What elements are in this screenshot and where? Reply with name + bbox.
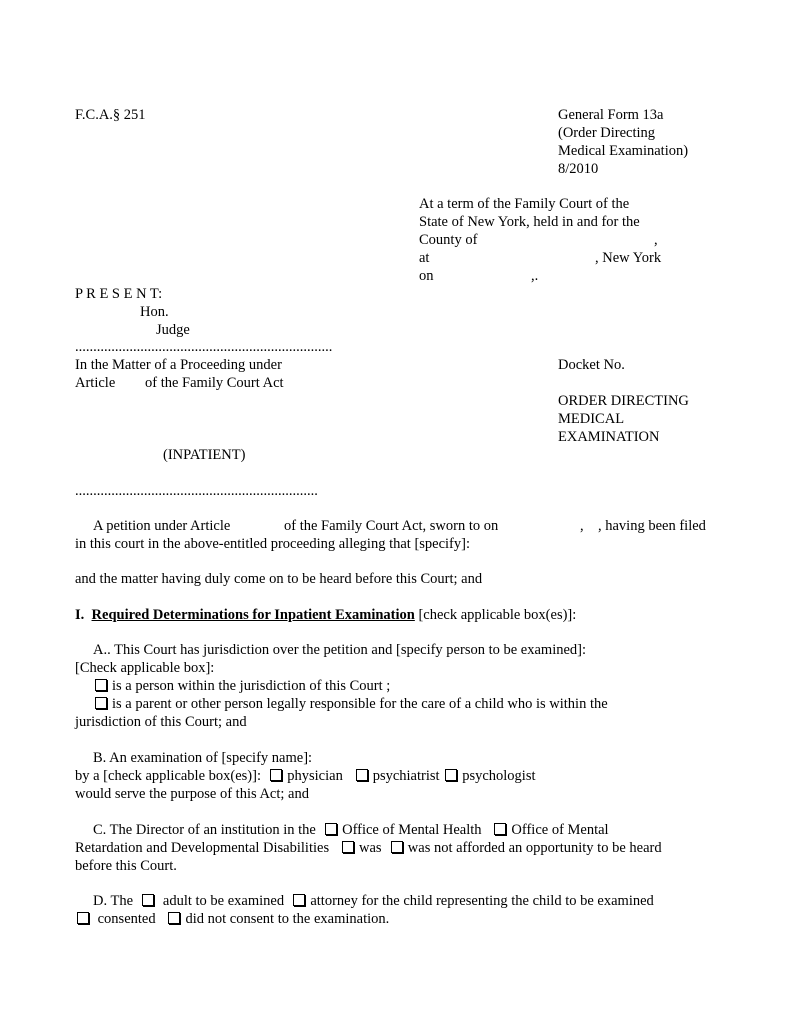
para-b-line-2 — [75, 767, 536, 785]
section-instruction: [check applicable box(es)]: — [414, 607, 577, 623]
was-not-label: was not afforded an opportunity to be heard — [407, 840, 662, 856]
para-a-line-2: [Check applicable box]: — [75, 660, 215, 676]
form-line: General Form 13a — [558, 107, 664, 123]
statute-citation: F.C.A.§ 251 — [75, 107, 146, 123]
para-b-line-1: B. An examination of [specify name]: — [93, 750, 313, 766]
examiner-prefix: by a [check applicable box(es)]: — [75, 768, 261, 784]
on-label: on — [419, 268, 434, 284]
matter-act-label: of the Family Court Act — [145, 375, 284, 391]
was-label: was — [358, 840, 382, 856]
caption-dots-top: ....................................................................... — [75, 339, 333, 355]
at-line — [419, 249, 709, 267]
inpatient-label: (INPATIENT) — [163, 447, 246, 463]
checkbox[interactable] — [494, 823, 506, 835]
checkbox[interactable] — [342, 841, 354, 853]
docket-label: Docket No. — [558, 357, 625, 373]
petition-article-text: A petition under Article — [93, 518, 231, 534]
on-line — [419, 267, 709, 285]
hon-label: Hon. — [140, 304, 169, 320]
section-number: I. — [75, 607, 85, 623]
form-identifier — [558, 106, 688, 178]
county-label: County of — [419, 232, 478, 248]
term-line: State of New York, held in and for the — [419, 214, 640, 230]
not-consent-label: did not consent to the examination. — [185, 911, 390, 927]
omr-label: Office of Mental — [511, 822, 609, 838]
checkbox[interactable] — [391, 841, 403, 853]
caption-dots-bottom: ................................................................... — [75, 483, 318, 499]
physician-label: physician — [287, 768, 343, 784]
checkbox[interactable] — [142, 894, 154, 906]
para-c-line-2 — [75, 839, 662, 857]
omh-label: Office of Mental Health — [342, 822, 482, 838]
para-c-line-1 — [93, 821, 609, 839]
on-suffix: ,. — [531, 268, 539, 284]
section-heading — [75, 606, 576, 624]
checkbox[interactable] — [168, 912, 180, 924]
county-comma: , — [654, 232, 658, 248]
petition-comma: , — [580, 518, 584, 534]
director-text: C. The Director of an institution in the — [93, 822, 316, 838]
checkbox[interactable] — [325, 823, 337, 835]
para-a-line-1: A.. This Court has jurisdiction over the petition and [specify person to be examined]: — [93, 642, 587, 658]
option-label: is a parent or other person legally responsible for the care of a child who is within the — [112, 696, 608, 712]
para-b-line-3: would serve the purpose of this Act; and — [75, 786, 309, 802]
matter-article-label: Article — [75, 375, 116, 391]
present-label: P R E S E N T: — [75, 286, 163, 302]
term-block — [419, 195, 709, 285]
adult-label: adult to be examined — [162, 893, 285, 909]
checkbox[interactable] — [445, 769, 457, 781]
para-d-line-2 — [75, 910, 389, 928]
para-a-option-1 — [93, 677, 390, 695]
term-line: At a term of the Family Court of the — [419, 196, 630, 212]
order-title-line: MEDICAL — [558, 411, 625, 427]
checkbox[interactable] — [77, 912, 89, 924]
form-line: 8/2010 — [558, 161, 599, 177]
checkbox[interactable] — [293, 894, 305, 906]
consented-label: consented — [97, 911, 156, 927]
form-line: (Order Directing — [558, 125, 656, 141]
para-a-option-2 — [93, 695, 608, 713]
order-title-line: ORDER DIRECTING — [558, 393, 689, 409]
matter-line: In the Matter of a Proceeding under — [75, 357, 282, 373]
option-label: is a person within the jurisdiction of this Court ; — [112, 678, 391, 694]
petition-act-text: of the Family Court Act, sworn to on — [284, 518, 499, 534]
at-label: at — [419, 250, 430, 266]
petition-line-2: in this court in the above-entitled proceeding alleging that [specify]: — [75, 536, 470, 552]
psychiatrist-label: psychiatrist — [372, 768, 440, 784]
county-line — [419, 231, 709, 249]
order-title-line: EXAMINATION — [558, 429, 660, 445]
section-title: Required Determinations for Inpatient Examination — [91, 607, 415, 623]
checkbox[interactable] — [95, 697, 107, 709]
para-a-option-2-cont: jurisdiction of this Court; and — [75, 714, 247, 730]
omr-cont-label: Retardation and Developmental Disabilities — [75, 840, 330, 856]
attorney-label: attorney for the child representing the child to be examined — [310, 893, 654, 909]
checkbox[interactable] — [270, 769, 282, 781]
para-c-line-3: before this Court. — [75, 858, 177, 874]
form-line: Medical Examination) — [558, 143, 689, 159]
order-title — [558, 392, 689, 446]
new-york-label: , New York — [595, 250, 662, 266]
psychologist-label: psychologist — [462, 768, 536, 784]
d-prefix: D. The — [93, 893, 134, 909]
checkbox[interactable] — [95, 679, 107, 691]
para-d-line-1 — [93, 892, 654, 910]
checkbox[interactable] — [356, 769, 368, 781]
judge-label: Judge — [156, 322, 190, 338]
petition-filed-text: , having been filed — [598, 518, 706, 534]
heard-text: and the matter having duly come on to be heard before this Court; and — [75, 571, 483, 587]
